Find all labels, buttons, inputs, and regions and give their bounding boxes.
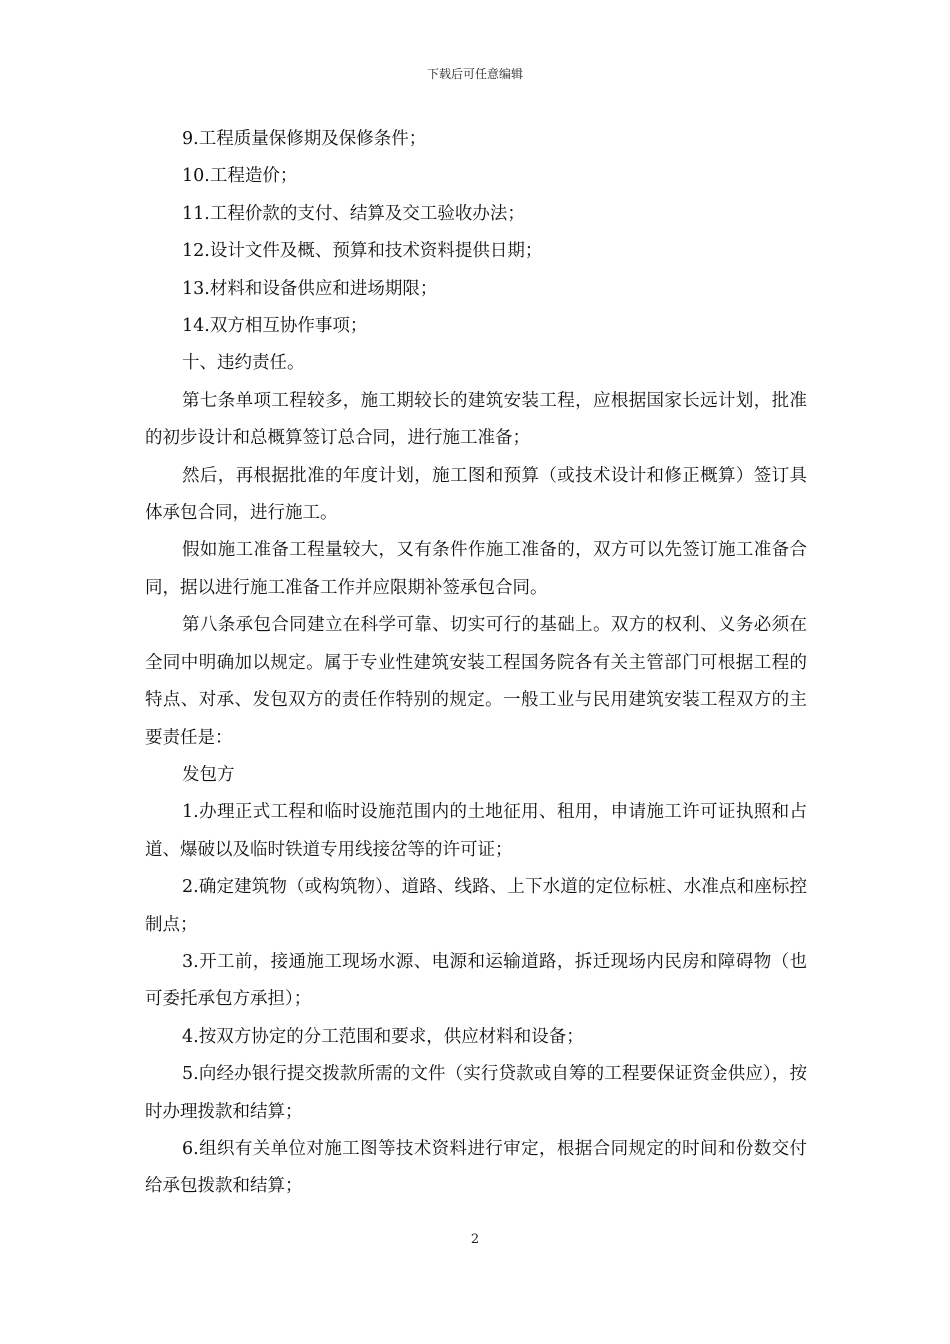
paragraph: 2.确定建筑物（或构筑物）、道路、线路、上下水道的定位标桩、水准点和座标控制点； [145,877,807,935]
page-number: 2 [470,1232,480,1247]
paragraph: 然后，再根据批准的年度计划，施工图和预算（或技术设计和修正概算）签订具体承包合同，进行施工。 [145,465,807,524]
paragraph: 11.工程价款的支付、结算及交工验收办法； [182,203,525,224]
paragraph: 13.材料和设备供应和进场期限； [182,278,438,299]
paragraph: 3.开工前，接通施工现场水源、电源和运输道路，拆迁现场内民房和障碍物（也可委托承包方承担）； [145,951,807,1010]
document-body [145,121,807,1206]
section-heading: 十、违约责任。 [182,353,305,374]
paragraph: 第七条单项工程较多，施工期较长的建筑安装工程，应根据国家长远计划，批准的初步设计和总概算签订总合同，进行施工准备； [145,390,807,449]
paragraph: 6.组织有关单位对施工图等技术资料进行审定，根据合同规定的时间和份数交付给承包拨款和结算； [145,1138,807,1197]
paragraph: 4.按双方协定的分工范围和要求，供应材料和设备； [182,1026,584,1047]
paragraph: 10.工程造价； [182,166,298,187]
subheading: 发包方 [182,764,235,785]
paragraph: 14.双方相互协作事项； [182,316,368,337]
paragraph: 9.工程质量保修期及保修条件； [182,129,427,149]
page-header: 下载后可任意编辑 [426,67,523,81]
paragraph: 12.设计文件及概、预算和技术资料提供日期； [182,241,543,262]
paragraph: 5.向经办银行提交拨款所需的文件（实行贷款或自筹的工程要保证资金供应），按时办理拨款和结算； [145,1064,807,1122]
paragraph: 1.办理正式工程和临时设施范围内的土地征用、租用，申请施工许可证执照和占道、爆破以及临时铁道专用线接岔等的许可证； [145,802,807,860]
paragraph: 第八条承包合同建立在科学可靠、切实可行的基础上。双方的权利、义务必须在全同中明确加以规定。属于专业性建筑安装工程国务院各有关主管部门可根据工程的特点、对承、发包双方的责任作特别的规定。一般工业与民用建筑安装工程双方的主要责任是： [145,615,807,748]
paragraph: 假如施工准备工程量较大，又有条件作施工准备的，双方可以先签订施工准备合同，据以进行施工准备工作并应限期补签承包合同。 [145,540,807,598]
